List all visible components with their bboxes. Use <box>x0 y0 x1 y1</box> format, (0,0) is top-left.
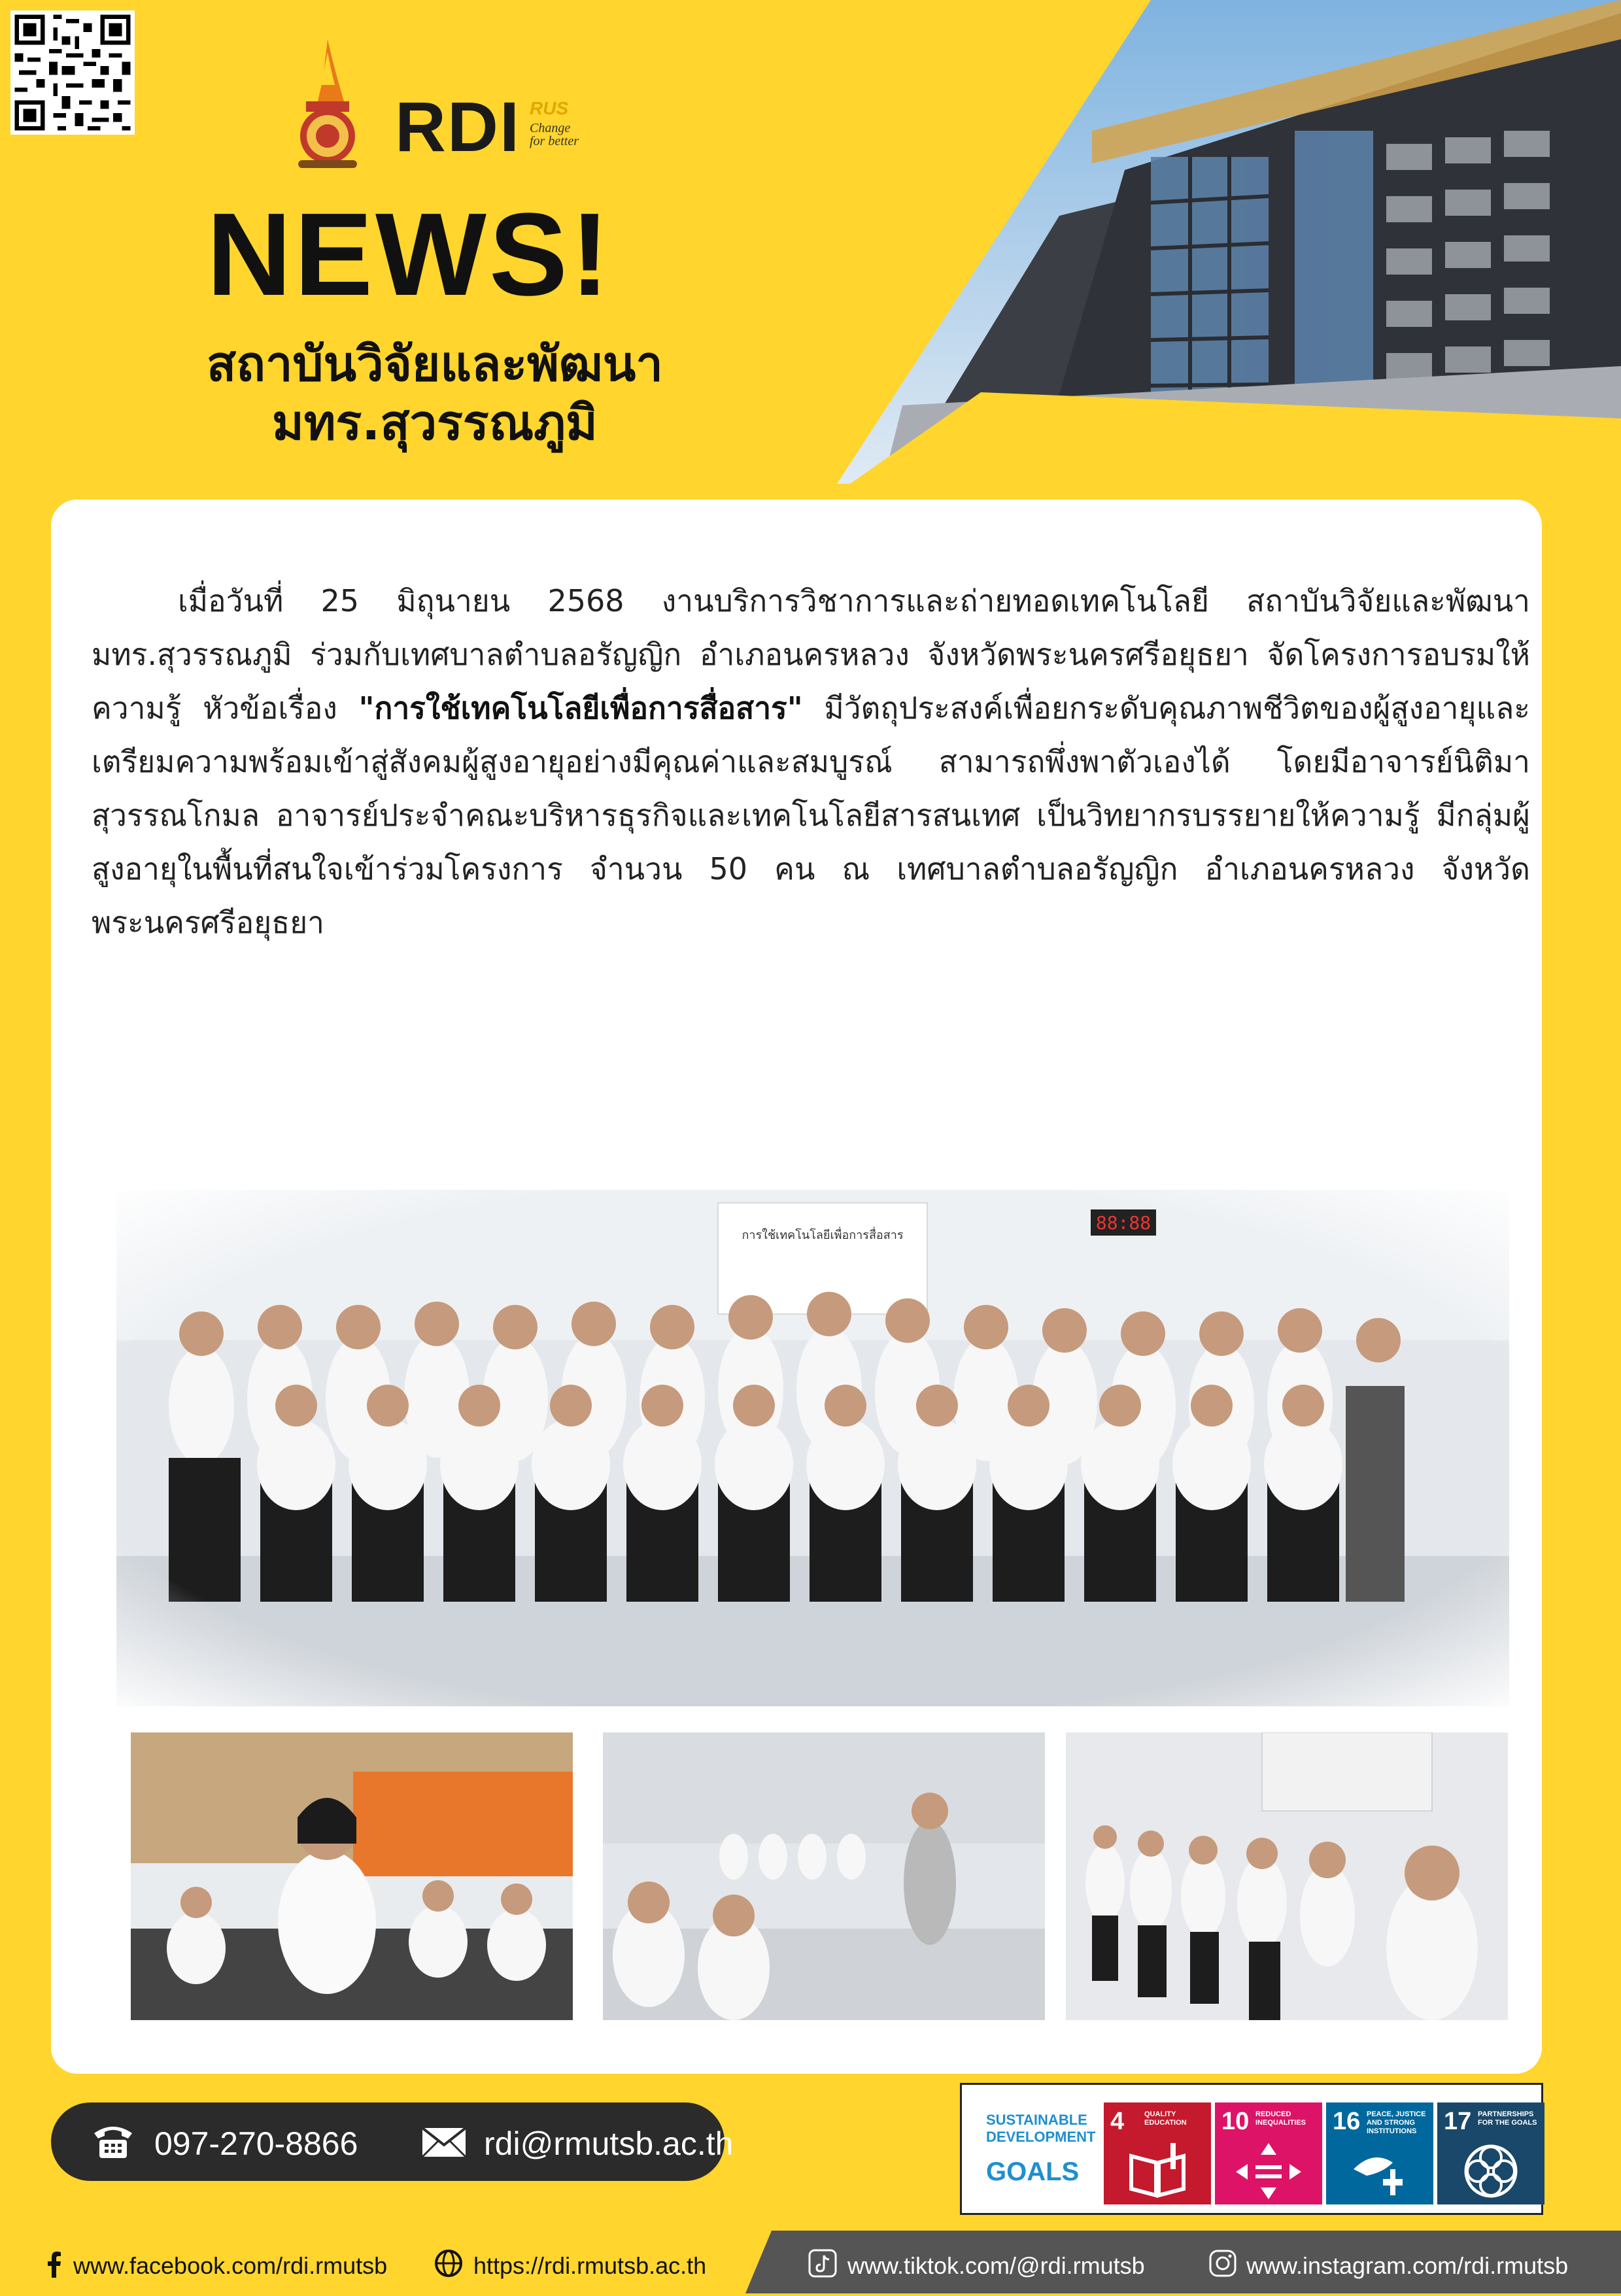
phone-icon <box>92 2121 135 2161</box>
tiktok-link[interactable]: www.tiktok.com/@rdi.rmutsb <box>847 2252 1145 2279</box>
rus-tagline: Change for better <box>530 121 579 148</box>
sdg-tile-4 <box>1104 2102 1211 2204</box>
building-photo <box>785 0 1621 484</box>
instagram-link[interactable]: www.instagram.com/rdi.rmutsb <box>1246 2252 1569 2279</box>
rus-text: RUS <box>530 98 569 118</box>
instagram-icon[interactable] <box>1208 2249 1237 2278</box>
facebook-icon[interactable] <box>39 2249 68 2278</box>
sdg-goals-word: GOALS <box>986 2157 1080 2186</box>
book-pencil-icon <box>1125 2143 1190 2199</box>
university-emblem-icon <box>292 39 364 170</box>
sdg-name: PARTNERSHIPS FOR THE GOALS <box>1478 2110 1537 2127</box>
email-address[interactable]: rdi@rmutsb.ac.th <box>484 2125 734 2162</box>
article-rest: มีวัตถุประสงค์เพื่อยกระดับคุณภาพชีวิตของผู้สูงอายุและเตรียมความพร้อมเข้าสู่สังคมผู้สูงอายุอย่างมีคุณค่าและสมบูรณ์ สามารถพึ่งพาตัวเองได้ โดยมีอาจารย์นิติมา สุวรรณโกมล อาจารย์ประจำคณะบริหารธุรกิจและเทคโนโลยีสารสนเทศ เป็นวิทยากรบรรยายให้ความรู้ มีกลุ่มผู้สูงอายุในพื้นที่สนใจเข้าร่วมโครงการ จำนวน 50 คน ณ เทศบาลตำบลอรัญญิก อำเภอนครหลวง จังหวัดพระนครศรีอยุธยา <box>92 690 1530 940</box>
sdg-tile-10 <box>1215 2102 1322 2204</box>
sdg-number: 16 <box>1333 2108 1361 2135</box>
sdg-tile-17 <box>1437 2102 1544 2204</box>
article-body <box>92 574 1530 949</box>
article-paragraph <box>92 574 1530 949</box>
participants-photo <box>1066 1732 1508 2020</box>
mail-icon <box>421 2127 467 2158</box>
article-topic: "การใช้เทคโนโลยีเพื่อการสื่อสาร" <box>358 690 803 726</box>
speaker-photo <box>131 1732 573 2020</box>
article-intro: เมื่อวันที่ 25 มิถุนายน 2568 งานบริการวิชาการและถ่ายทอดเทคโนโลยี สถาบันวิจัยและพัฒนา มทร.สุวรรณภูมิ ร่วมกับเทศบาลตำบลอรัญญิก อำเภอนครหลวง จังหวัดพระนครศรีอยุธยา จัดโครงการอบรมให้ความรู้ หัวข้อเรื่อง <box>92 583 1530 726</box>
university-name: มทร.สุวรรณภูมิ <box>272 395 598 451</box>
partnership-flower-icon <box>1458 2143 1524 2199</box>
sdg-label: SUSTAINABLE DEVELOPMENT <box>986 2112 1096 2145</box>
sdg-tile-16 <box>1326 2102 1433 2204</box>
sdg-name: QUALITY EDUCATION <box>1144 2110 1187 2127</box>
sdg-number: 17 <box>1444 2108 1472 2135</box>
dove-gavel-icon <box>1347 2143 1412 2199</box>
phone-number[interactable]: 097-270-8866 <box>154 2125 358 2162</box>
lecture-room-photo <box>603 1732 1045 2020</box>
equality-arrows-icon <box>1236 2143 1301 2199</box>
sdg-name: REDUCED INEQUALITIES <box>1255 2110 1306 2127</box>
tiktok-icon[interactable] <box>808 2249 837 2278</box>
rus-mark <box>530 99 608 148</box>
sdg-number: 4 <box>1110 2108 1125 2135</box>
rdi-logo: RDI <box>395 87 520 166</box>
website-link[interactable]: https://rdi.rmutsb.ac.th <box>473 2252 707 2279</box>
facebook-link[interactable]: www.facebook.com/rdi.rmutsb <box>73 2252 388 2279</box>
globe-icon[interactable] <box>434 2249 463 2278</box>
institute-name: สถาบันวิจัยและพัฒนา <box>207 336 663 392</box>
sdg-name: PEACE, JUSTICE AND STRONG INSTITUTIONS <box>1367 2110 1426 2135</box>
group-photo <box>116 1190 1509 1706</box>
sdg-number: 10 <box>1221 2108 1250 2135</box>
qr-code[interactable] <box>10 10 135 135</box>
news-title: NEWS! <box>207 189 612 320</box>
